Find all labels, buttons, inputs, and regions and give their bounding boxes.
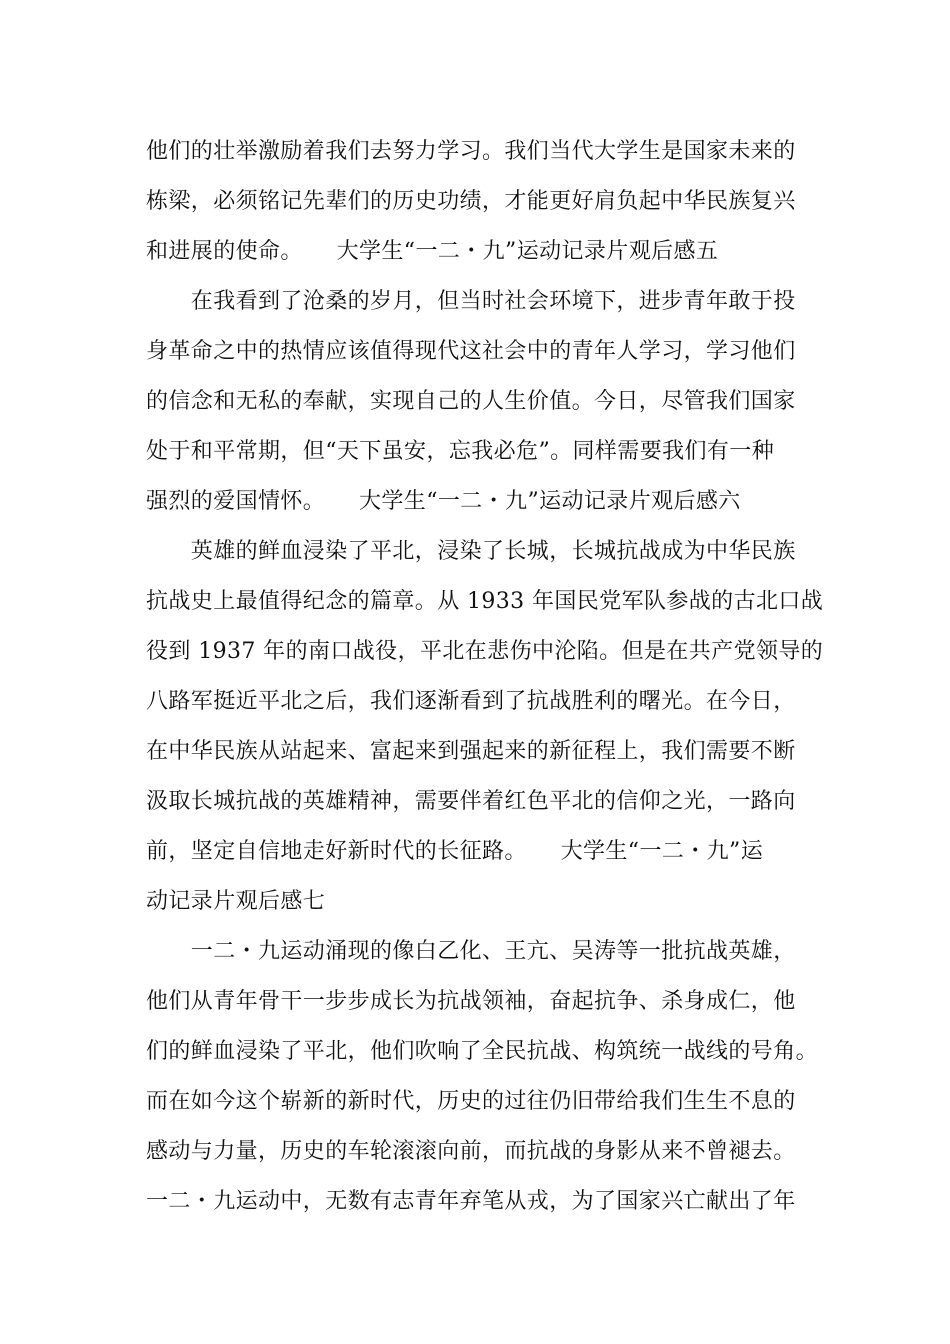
- text-line: 强烈的爱国情怀。 大学生“一二・九”运动记录片观后感六: [146, 489, 741, 514]
- text-line: 和进展的使命。 大学生“一二・九”运动记录片观后感五: [146, 239, 719, 264]
- text-line: 处于和平常期，但“天下虽安，忘我必危”。同样需要我们有一种: [146, 439, 775, 464]
- text-line: 役到 1937 年的南口战役，平北在悲伤中沦陷。但是在共产党领导的: [146, 639, 824, 664]
- text-line: 抗战史上最值得纪念的篇章。从 1933 年国民党军队参战的古北口战: [146, 589, 824, 614]
- text-line: 一二・九运动涌现的像白乙化、王亢、吴涛等一批抗战英雄，: [146, 939, 796, 964]
- text-line: 身革命之中的热情应该值得现代这社会中的青年人学习，学习他们: [146, 339, 796, 364]
- text-line: 八路军挺近平北之后，我们逐渐看到了抗战胜利的曙光。在今日，: [146, 689, 796, 714]
- text-line: 感动与力量，历史的车轮滚滚向前，而抗战的身影从来不曾褪去。: [146, 1139, 796, 1164]
- text-line: 在我看到了沧桑的岁月，但当时社会环境下，进步青年敢于投: [146, 289, 796, 314]
- text-line: 们的鲜血浸染了平北，他们吹响了全民抗战、构筑统一战线的号角。: [146, 1039, 819, 1064]
- text-line: 他们的壮举激励着我们去努力学习。我们当代大学生是国家未来的: [146, 139, 796, 164]
- text-line: 的信念和无私的奉献，实现自己的人生价值。今日，尽管我们国家: [146, 389, 796, 414]
- text-line: 在中华民族从站起来、富起来到强起来的新征程上，我们需要不断: [146, 739, 796, 764]
- text-line: 英雄的鲜血浸染了平北，浸染了长城，长城抗战成为中华民族: [146, 539, 796, 564]
- text-line: 汲取长城抗战的英雄精神，需要伴着红色平北的信仰之光，一路向: [146, 789, 796, 814]
- text-line: 一二・九运动中，无数有志青年弃笔从戎，为了国家兴亡献出了年: [146, 1189, 796, 1214]
- text-line: 前，坚定自信地走好新时代的长征路。 大学生“一二・九”运: [146, 839, 764, 864]
- text-line: 栋梁，必须铭记先辈们的历史功绩，才能更好肩负起中华民族复兴: [146, 189, 796, 214]
- text-line: 他们从青年骨干一步步成长为抗战领袖，奋起抗争、杀身成仁，他: [146, 989, 796, 1014]
- text-line: 动记录片观后感七: [146, 889, 326, 914]
- text-line: 而在如今这个崭新的新时代，历史的过往仍旧带给我们生生不息的: [146, 1089, 796, 1114]
